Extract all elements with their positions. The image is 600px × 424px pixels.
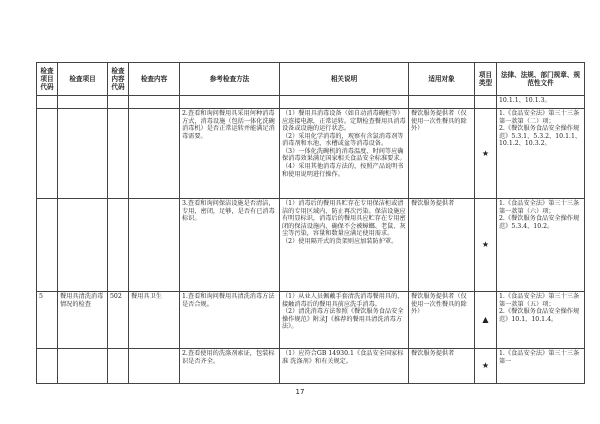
cell-type	[475, 96, 497, 109]
cell-explanation	[280, 96, 409, 109]
cell-item	[58, 349, 108, 384]
cell-method: 2.查看使用的洗涤剂索证，包装标识是否齐全。	[180, 349, 280, 384]
cell-explanation: （1）从业人员佩戴手套清洗消毒餐用具的，接触消毒后的餐用具前应洗手消毒。 （2）清洗消毒方法参照《餐饮服务食品安全操作规范》附录J《推荐的餐用具清洗消毒方法》。	[280, 292, 409, 349]
cell-target: 餐饮服务提供者（仅使用一次性餐具的除外）	[409, 109, 475, 199]
cell-item	[58, 96, 108, 109]
cell-content-code	[108, 199, 129, 292]
cell-law: 1.《食品安全法》第三十三条第一款第（五）项； 2.《餐饮服务食品安全操作规范》10.1、10.1.4。	[497, 292, 585, 349]
page-number: 17	[295, 388, 305, 396]
cell-law: 1.《食品安全法》第三十三条第一	[497, 349, 585, 384]
header-content: 检查内容	[129, 63, 180, 96]
cell-code	[37, 109, 58, 199]
cell-item: 餐用具清洗消毒情况的检查	[58, 292, 108, 349]
cell-content: 餐用具卫生	[129, 292, 180, 349]
cell-code	[37, 199, 58, 292]
cell-code	[37, 349, 58, 384]
cell-method	[180, 96, 280, 109]
header-item-code: 检查项目代码	[37, 63, 58, 96]
cell-type: ▲	[475, 292, 497, 349]
cell-target: 餐饮服务提供者（仅使用一次性餐具的除外）	[409, 292, 475, 349]
cell-law: 1.《食品安全法》第三十三条第一款第（二）项； 2.《餐饮服务食品安全操作规范》5.3.1、5.3.2、10.1.1、10.1.2、10.3.2。	[497, 109, 585, 199]
cell-method: 1.查看和询问餐用具清洗消毒方法是否合规。	[180, 292, 280, 349]
cell-content	[129, 349, 180, 384]
cell-target: 餐饮服务提供者	[409, 199, 475, 292]
cell-type: ★	[475, 199, 497, 292]
cell-explanation: （1）消毒后的餐用具贮存在专用保洁柜或清洁的专用区域内，防止再次污染。保洁设施应有明显标识，消毒后的餐用具应贮存在专用密闭的保洁设施内，确保不会被蟑螂、老鼠、灰尘等污染，容量和数量应满足使用需求。 （2）使用隔开式的货架则应加装防护罩。	[280, 199, 409, 292]
inspection-table	[36, 62, 585, 384]
cell-explanation: （1）餐用具消毒设备（如自动消毒碗柜等）应连接电源，正常运转。定期检查餐用具消毒设备或设施的运行状态。 （2）采用化学消毒的，观察有含氯消毒剂等消毒剂和水池、水槽或盆等消毒设备。 （3）一体化洗碗机的消毒温度、时间等应确保消毒效果满足国家相关食品安全标准要求。 （4）采用其他消毒方法的，按照产品说明书和使用说明进行操作。	[280, 109, 409, 199]
cell-type: ★	[475, 109, 497, 199]
cell-law: 10.1.1、10.1.3。	[497, 96, 585, 109]
table-row	[37, 96, 585, 109]
cell-method: 3.查看和询问保洁设施是否清洁，专用，密闭，足够，是否有已消毒标识。	[180, 199, 280, 292]
cell-content	[129, 109, 180, 199]
cell-content	[129, 96, 180, 109]
header-law: 法律、法规、部门规章、规范性文件	[497, 63, 585, 96]
cell-explanation: （1）应符合GB 14930.1《食品安全国家标准 洗涤剂》和有关规定。	[280, 349, 409, 384]
cell-content-code	[108, 96, 129, 109]
cell-code: 5	[37, 292, 58, 349]
table-row	[37, 292, 585, 349]
table-header-row	[37, 63, 585, 96]
table-row	[37, 349, 585, 384]
cell-item	[58, 109, 108, 199]
header-type: 项目类型	[475, 63, 497, 96]
table-row	[37, 199, 585, 292]
table-row	[37, 109, 585, 199]
header-content-code: 检查内容代码	[108, 63, 129, 96]
cell-target	[409, 96, 475, 109]
cell-item	[58, 199, 108, 292]
header-target: 适用对象	[409, 63, 475, 96]
cell-type: ★	[475, 349, 497, 384]
header-method: 参考检查方法	[180, 63, 280, 96]
cell-code	[37, 96, 58, 109]
cell-content	[129, 199, 180, 292]
cell-method: 2.查看和询问餐用具采用何种消毒方式，消毒设施（包括一体化洗碗消毒机）是否正常运转并能满足消毒需要。	[180, 109, 280, 199]
cell-content-code	[108, 109, 129, 199]
header-explanation: 相关说明	[280, 63, 409, 96]
cell-target: 餐饮服务提供者	[409, 349, 475, 384]
cell-content-code	[108, 349, 129, 384]
cell-content-code: 502	[108, 292, 129, 349]
cell-law: 1.《食品安全法》第三十三条第一款第（六）项； 2.《餐饮服务食品安全操作规范》5.3.4、10.2。	[497, 199, 585, 292]
header-item: 检查项目	[58, 63, 108, 96]
